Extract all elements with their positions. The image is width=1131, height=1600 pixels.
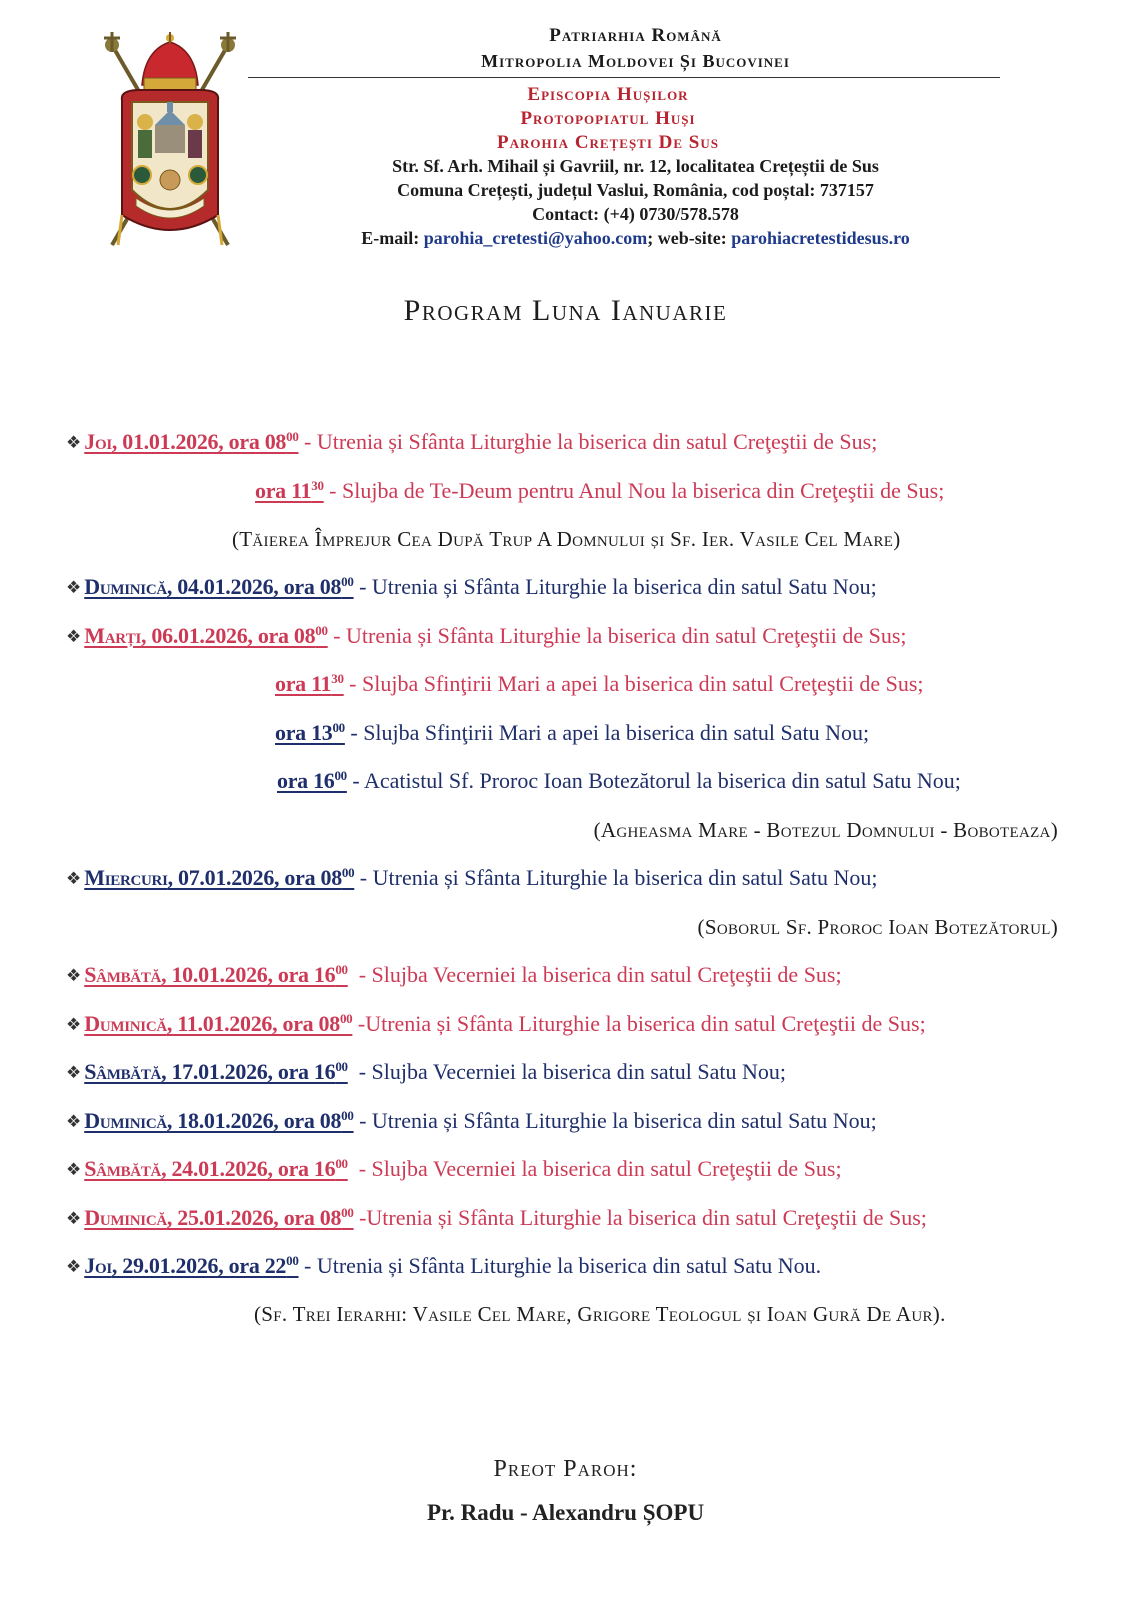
header-contact-phone: Contact: (+4) 0730/578.578 xyxy=(532,204,739,224)
schedule-date-time: , 01.01.2026, ora 08 xyxy=(111,429,287,454)
schedule-description: - Utrenia și Sfânta Liturghie la biserica din satul Satu Nou; xyxy=(354,865,878,890)
schedule-day: Miercuri xyxy=(84,865,168,890)
schedule-row xyxy=(66,1010,926,1039)
schedule-time xyxy=(275,720,345,745)
schedule-description: - Slujba Sfinţirii Mari a apei la biserica din satul Satu Nou; xyxy=(344,720,870,745)
header-divider xyxy=(248,77,1000,78)
schedule-date-time: , 18.01.2026, ora 08 xyxy=(166,1108,342,1133)
schedule-hour: ora 16 xyxy=(277,768,335,793)
email-link[interactable]: parohia_cretesti@yahoo.com xyxy=(423,228,648,248)
feast-note: (Tăierea Împrejur Cea După Trup A Domnului și Sf. Ier. Vasile Cel Mare) xyxy=(232,527,901,551)
schedule-minutes: 00 xyxy=(335,962,348,977)
website-label: ; web-site: xyxy=(647,228,732,248)
header-bishopric: Episcopia Hușilor xyxy=(527,84,689,105)
schedule-minutes: 00 xyxy=(341,1108,354,1123)
schedule-date xyxy=(84,1156,347,1181)
schedule-description: - Utrenia și Sfânta Liturghie la biserica din satul Satu Nou; xyxy=(353,1108,877,1133)
schedule-row xyxy=(275,670,924,698)
schedule-minutes: 00 xyxy=(341,865,355,880)
schedule-description: - Utrenia și Sfânta Liturghie la biserica din satul Creţeştii de Sus; xyxy=(327,623,907,648)
schedule-date-time: , 10.01.2026, ora 16 xyxy=(161,962,336,987)
diamond-bullet-icon: ❖ xyxy=(66,869,82,888)
schedule-day: Duminică xyxy=(84,1011,167,1036)
header-protopopiate: Protopopiatul Huși xyxy=(520,108,696,129)
schedule-minutes: 00 xyxy=(315,623,328,638)
schedule-day: Duminică xyxy=(84,1108,167,1133)
schedule-day: Joi xyxy=(84,429,112,454)
schedule-date xyxy=(84,1205,353,1230)
schedule-description: - Utrenia și Sfânta Liturghie la biserica din satul Creţeştii de Sus; xyxy=(298,429,878,454)
schedule-description: -Utrenia și Sfânta Liturghie la biserica din satul Creţeştii de Sus; xyxy=(353,1205,927,1230)
schedule-hour: ora 13 xyxy=(275,720,333,745)
feast-note: (Sf. Trei Ierarhi: Vasile Cel Mare, Grigore Teologul și Ioan Gură De Aur). xyxy=(254,1302,946,1326)
diamond-bullet-icon: ❖ xyxy=(66,1015,82,1034)
schedule-day: Sâmbătă xyxy=(84,1156,162,1181)
schedule-description: - Slujba Sfinţirii Mari a apei la biserica din satul Creţeştii de Sus; xyxy=(343,671,924,696)
schedule-time xyxy=(277,768,347,793)
schedule-row xyxy=(66,1155,842,1184)
schedule-date xyxy=(84,1108,353,1133)
schedule-day: Duminică xyxy=(84,574,167,599)
schedule-date xyxy=(84,865,354,890)
schedule-minutes: 00 xyxy=(341,574,354,589)
header-metropolis: Mitropolia Moldovei Și Bucovinei xyxy=(481,51,790,71)
schedule-date xyxy=(84,623,327,648)
schedule-hour: ora 11 xyxy=(275,671,332,696)
schedule-hour: ora 11 xyxy=(255,478,312,503)
schedule-row xyxy=(66,622,907,651)
diamond-bullet-icon: ❖ xyxy=(66,1063,82,1082)
page-title: Program Luna Ianuarie xyxy=(403,294,728,327)
schedule-description: -Utrenia și Sfânta Liturghie la biserica din satul Creţeştii de Sus; xyxy=(352,1011,926,1036)
email-label: E-mail: xyxy=(361,228,424,248)
schedule-day: Sâmbătă xyxy=(84,1059,162,1084)
schedule-date-time: , 29.01.2026, ora 22 xyxy=(111,1253,287,1278)
schedule-date-time: , 07.01.2026, ora 08 xyxy=(167,865,342,890)
diamond-bullet-icon: ❖ xyxy=(66,1160,82,1179)
schedule-minutes: 00 xyxy=(339,1011,353,1026)
schedule-description: - Slujba Vecerniei la biserica din satul Satu Nou; xyxy=(347,1059,787,1084)
schedule-time xyxy=(275,671,344,696)
schedule-minutes: 00 xyxy=(335,1156,348,1171)
schedule-date-time: , 06.01.2026, ora 08 xyxy=(141,623,316,648)
diamond-bullet-icon: ❖ xyxy=(66,578,82,597)
schedule-row xyxy=(66,428,877,457)
diamond-bullet-icon: ❖ xyxy=(66,1112,82,1131)
schedule-date-time: , 24.01.2026, ora 16 xyxy=(161,1156,336,1181)
schedule-date xyxy=(84,574,353,599)
schedule-row xyxy=(277,767,961,795)
schedule-description: - Slujba Vecerniei la biserica din satul Creţeştii de Sus; xyxy=(347,962,842,987)
schedule-row xyxy=(255,477,944,505)
schedule-day: Duminică xyxy=(84,1205,167,1230)
diamond-bullet-icon: ❖ xyxy=(66,1209,82,1228)
signature-name: Pr. Radu - Alexandru ȘOPU xyxy=(426,1500,705,1525)
schedule-minutes: 00 xyxy=(286,429,299,444)
schedule-minutes: 30 xyxy=(311,478,324,493)
header-patriarchate: Patriarhia Română xyxy=(549,25,722,46)
feast-note: (Agheasma Mare - Botezul Domnului - Boboteaza) xyxy=(593,818,1058,842)
schedule-day: Marți xyxy=(84,623,142,648)
schedule-description: - Utrenia și Sfânta Liturghie la biserica din satul Satu Nou. xyxy=(298,1253,822,1278)
schedule-description: - Acatistul Sf. Proroc Ioan Botezătorul la biserica din satul Satu Nou; xyxy=(346,768,961,793)
schedule-date-time: , 17.01.2026, ora 16 xyxy=(161,1059,336,1084)
schedule-row xyxy=(66,1107,877,1136)
schedule-date xyxy=(84,962,347,987)
diamond-bullet-icon: ❖ xyxy=(66,433,82,452)
schedule-row xyxy=(66,864,878,893)
header-email-web xyxy=(0,228,1131,249)
schedule-date-time: , 04.01.2026, ora 08 xyxy=(166,574,342,599)
schedule-minutes: 00 xyxy=(334,768,347,783)
schedule-row xyxy=(66,1058,786,1087)
schedule-date xyxy=(84,1059,347,1084)
website-link[interactable]: parohiacretestidesus.ro xyxy=(731,228,910,248)
schedule-time xyxy=(255,478,324,503)
schedule-date xyxy=(84,1011,352,1036)
schedule-description: - Utrenia și Sfânta Liturghie la biserica din satul Satu Nou; xyxy=(353,574,877,599)
schedule-minutes: 00 xyxy=(335,1059,348,1074)
schedule-date-time: , 25.01.2026, ora 08 xyxy=(166,1205,342,1230)
feast-note: (Soborul Sf. Proroc Ioan Botezătorul) xyxy=(697,915,1058,939)
schedule-description: - Slujba de Te-Deum pentru Anul Nou la biserica din Creţeştii de Sus; xyxy=(323,478,945,503)
diamond-bullet-icon: ❖ xyxy=(66,966,82,985)
schedule-row xyxy=(66,1252,821,1281)
signature-role: Preot Paroh: xyxy=(493,1456,638,1482)
schedule-minutes: 30 xyxy=(331,671,344,686)
schedule-day: Sâmbătă xyxy=(84,962,162,987)
schedule-minutes: 00 xyxy=(332,720,345,735)
header-address-commune: Comuna Crețești, județul Vaslui, România, cod poștal: 737157 xyxy=(397,180,874,200)
schedule-row xyxy=(275,719,869,747)
diamond-bullet-icon: ❖ xyxy=(66,627,82,646)
schedule-description: - Slujba Vecerniei la biserica din satul Creţeştii de Sus; xyxy=(347,1156,842,1181)
schedule-row xyxy=(66,1204,927,1233)
schedule-date xyxy=(84,1253,298,1278)
schedule-day: Joi xyxy=(84,1253,112,1278)
diamond-bullet-icon: ❖ xyxy=(66,1257,82,1276)
schedule-minutes: 00 xyxy=(286,1253,299,1268)
schedule-minutes: 00 xyxy=(341,1205,354,1220)
schedule-row xyxy=(66,961,842,990)
schedule-date-time: , 11.01.2026, ora 08 xyxy=(166,1011,340,1036)
schedule-row xyxy=(66,573,877,602)
schedule-date xyxy=(84,429,298,454)
header-parish: Parohia Crețești De Sus xyxy=(497,132,719,153)
header-address-street: Str. Sf. Arh. Mihail și Gavriil, nr. 12, localitatea Crețeștii de Sus xyxy=(392,156,879,176)
